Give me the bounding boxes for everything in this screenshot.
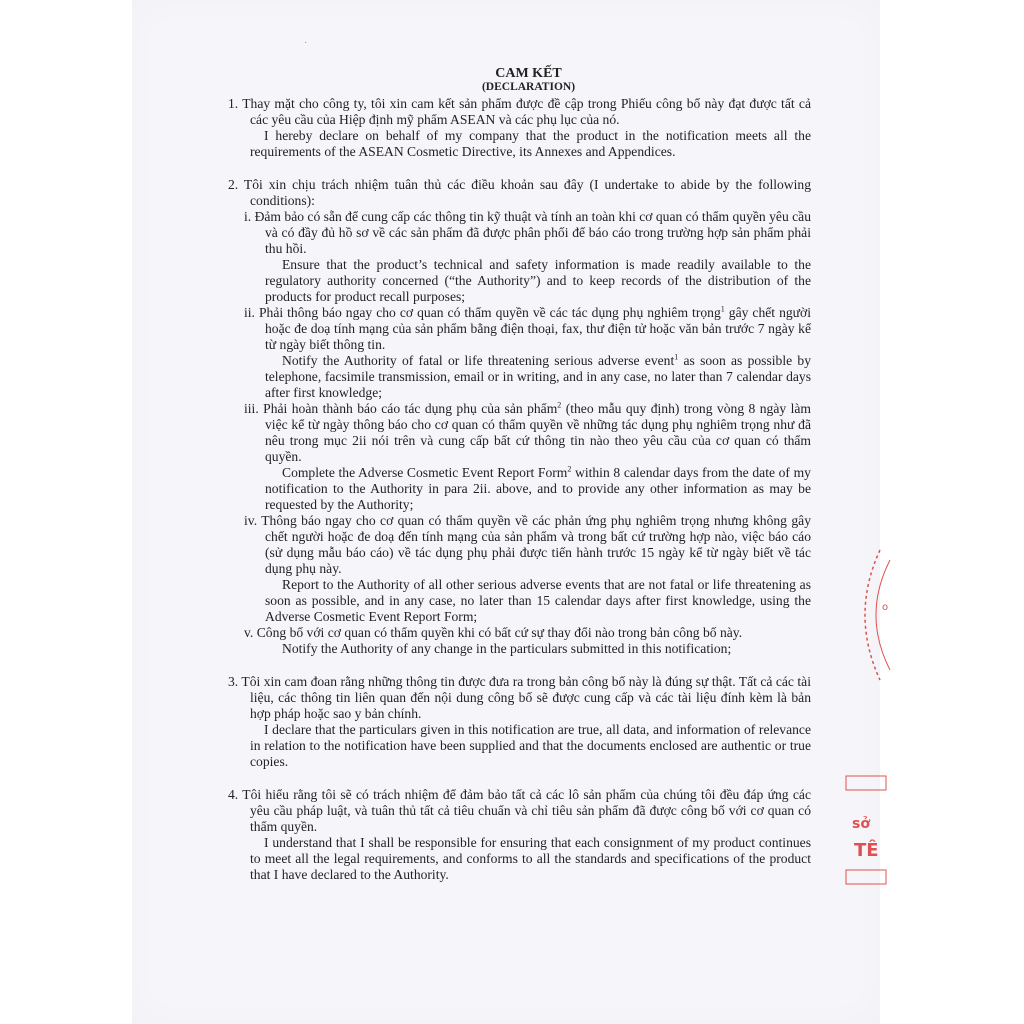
- section-1-vietnamese: 1. Thay mặt cho công ty, tôi xin cam kết sản phẩm được đề cập trong Phiếu công bố này đạt được tất cả các yêu cầu của Hiệp định mỹ phẩm ASEAN và các phụ lục của nó.: [228, 96, 811, 127]
- document-title: CAM KẾT: [495, 66, 562, 81]
- scan-speck: ·: [304, 38, 308, 49]
- section-2i-vietnamese: i. Đảm bảo có sẵn để cung cấp các thông tin kỹ thuật và tính an toàn khi cơ quan có thẩm quyền yêu cầu và có đầy đủ hồ sơ về các sản phẩm đã được phân phối để báo cáo trong trường hợp sản phẩm phải thu hồi.: [244, 209, 812, 256]
- section-2ii-english: Notify the Authority of fatal or life threatening serious adverse event$^1$ as soon as possible by telephone, facsimile transmission, email or in writing, and in any case, no later than 7 calendar days after first knowledge;: [265, 352, 811, 400]
- footnote-ref: 1: [674, 352, 679, 362]
- section-3-vietnamese: 3. Tôi xin cam đoan rằng những thông tin được đưa ra trong bản công bố này là đúng sự thật. Tất cả các tài liệu, các thông tin liên quan đến nội dung công bố sẽ được cung cấp và các tài liệu đính kèm là bản hợp pháp hoặc sao y bản chính.: [228, 674, 811, 721]
- svg-text:o: o: [882, 602, 889, 613]
- section-2v-english: Notify the Authority of any change in the particulars submitted in this notification;: [282, 641, 732, 656]
- section-2v-vietnamese: v. Công bố với cơ quan có thẩm quyền khi có bất cứ sự thay đổi nào trong bản công bố này.: [244, 625, 743, 640]
- section-2iii-english: Complete the Adverse Cosmetic Event Report Form$^2$ within 8 calendar days from the date of my notification to the Authority in para 2ii. above, and to provide any other information as may be requested by the Authority;: [265, 464, 811, 512]
- section-3-english: I declare that the particulars given in this notification are true, all data, and information of relevance in relation to the notification have been supplied and that the documents enclosed are authentic or true copies.: [250, 722, 811, 769]
- red-stamp-fragment: [840, 540, 900, 690]
- section-4-vietnamese: 4. Tôi hiểu rằng tôi sẽ có trách nhiệm để đảm bảo tất cả các lô sản phẩm của chúng tôi đều đáp ứng các yêu cầu pháp luật, và tuân thủ tất cả tiêu chuẩn và chỉ tiêu sản phẩm đã được công bố với cơ quan có thẩm quyền.: [228, 787, 811, 834]
- section-2i-english: Ensure that the product’s technical and safety information is made readily available to the regulatory authority concerned (“the Authority”) and to keep records of the distribution of the products for product recall purposes;: [265, 257, 811, 304]
- red-stamp-fragment-2: [842, 768, 892, 898]
- footnote-ref: 2: [567, 464, 572, 474]
- footnote-ref: 1: [720, 304, 725, 314]
- svg-text:sở: sở: [852, 816, 870, 832]
- footnote-ref: 2: [557, 400, 562, 410]
- section-2iv-vietnamese: iv. Thông báo ngay cho cơ quan có thẩm quyền về các phản ứng phụ nghiêm trọng nhưng không gây chết người hoặc đe doạ đến tính mạng của sản phẩm và trong bất cứ trường hợp nào, việc báo cáo (sử dụng mẫu báo cáo) về tác dụng phụ phải được tiến hành trước 15 ngày kể từ ngày biết về tác dụng phụ này.: [244, 513, 811, 576]
- section-2iii-vietnamese: iii. Phải hoàn thành báo cáo tác dụng phụ của sản phẩm$^2$ (theo mẫu quy định) trong vòng 8 ngày làm việc kể từ ngày thông báo cho cơ quan có thẩm quyền về những tác dụng phụ nghiêm trọng như đã nêu trong mục 2ii nói trên và cung cấp bất cứ thông tin nào theo yêu cầu của cơ quan có thẩm quyền.: [244, 400, 811, 464]
- declaration-document: [228, 66, 811, 883]
- section-1-english: I hereby declare on behalf of my company that the product in the notification meets all the requirements of the ASEAN Cosmetic Directive, its Annexes and Appendices.: [250, 128, 811, 159]
- section-2-intro: 2. Tôi xin chịu trách nhiệm tuân thủ các điều khoản sau đây (I undertake to abide by the following conditions):: [228, 177, 811, 208]
- section-2ii-vietnamese: ii. Phải thông báo ngay cho cơ quan có thẩm quyền về các tác dụng phụ nghiêm trọng$^1$ gây chết người hoặc đe doạ tính mạng của sản phẩm bằng điện thoại, fax, thư điện tử hoặc văn bản trước 7 ngày kể từ ngày biết thông tin.: [244, 304, 811, 352]
- svg-text:TÊ: TÊ: [854, 840, 879, 861]
- section-2iv-english: Report to the Authority of all other serious adverse events that are not fatal or life threatening as soon as possible, and in any case, no later than 15 calendar days after first knowledge, using the Adverse Cosmetic Event Report Form;: [265, 577, 811, 624]
- document-subtitle: (DECLARATION): [481, 81, 576, 93]
- section-4-english: I understand that I shall be responsible for ensuring that each consignment of my product continues to meet all the legal requirements, and conforms to all the standards and specifications of the product that I have declared to the Authority.: [250, 835, 811, 882]
